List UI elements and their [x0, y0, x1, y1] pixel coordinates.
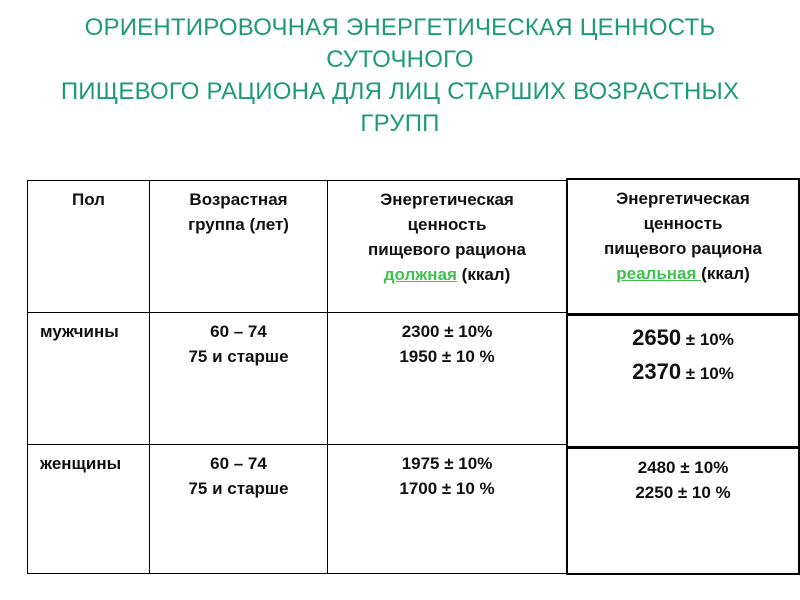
table-row-men-age: 60 – 74 75 и старше	[149, 312, 328, 445]
table-row-men-due: 2300 ± 10% 1950 ± 10 %	[327, 312, 567, 445]
header-real-energy: Энергетическая ценность пищевого рациона реальная (ккал)	[566, 178, 800, 315]
header-age: Возрастная группа (лет)	[149, 180, 328, 313]
real-highlight: реальная	[616, 264, 702, 283]
table-row-men-real: 2650 ± 10% 2370 ± 10%	[566, 314, 800, 448]
header-sex: Пол	[27, 180, 150, 313]
title-line-2: СУТОЧНОГО	[326, 46, 474, 73]
table-row-women-due: 1975 ± 10% 1700 ± 10 %	[327, 444, 567, 574]
title-line-3: ПИЩЕВОГО РАЦИОНА ДЛЯ ЛИЦ СТАРШИХ ВОЗРАСТНЫХ	[60, 78, 740, 105]
table-row-women-real: 2480 ± 10% 2250 ± 10 %	[566, 447, 800, 575]
page-title	[0, 12, 800, 140]
title-line-1: ОРИЕНТИРОВОЧНАЯ ЭНЕРГЕТИЧЕСКАЯ ЦЕННОСТЬ	[84, 14, 716, 41]
due-highlight: должная	[383, 265, 457, 284]
table-row-women-age: 60 – 74 75 и старше	[149, 444, 328, 574]
table-row-women-sex: женщины	[27, 444, 150, 574]
title-line-4: ГРУПП	[360, 110, 440, 137]
header-due-energy: Энергетическая ценность пищевого рациона должная (ккал)	[327, 180, 567, 313]
table-row-men-sex: мужчины	[27, 312, 150, 445]
